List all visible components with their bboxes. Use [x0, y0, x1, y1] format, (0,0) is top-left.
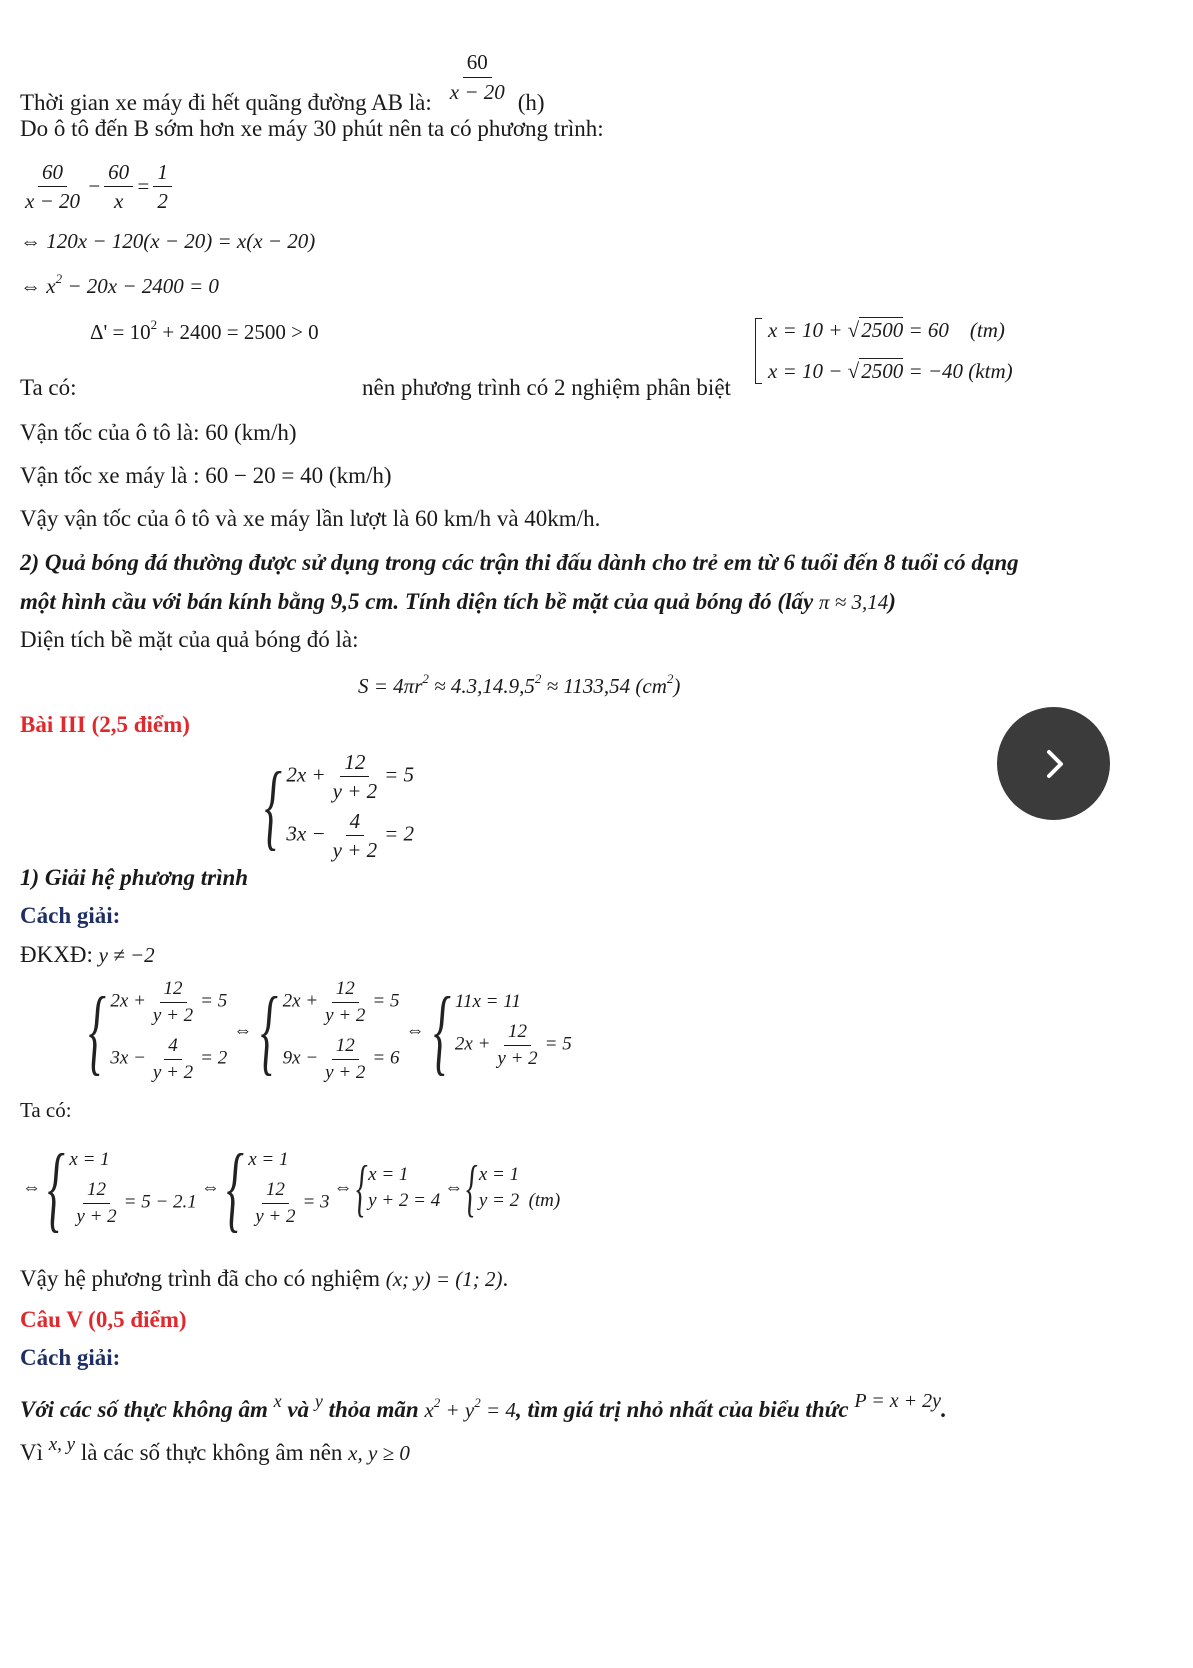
question-5	[20, 1390, 947, 1423]
expr: x = 10 + √	[768, 318, 860, 342]
note: (tm)	[969, 318, 1005, 342]
roots-system	[755, 318, 1013, 384]
system-f	[355, 1152, 441, 1223]
expr: + y	[440, 1398, 475, 1422]
expr: x	[424, 1398, 434, 1422]
next-button[interactable]	[997, 707, 1110, 820]
brace: {	[260, 976, 279, 1084]
system-row	[110, 1035, 227, 1084]
denominator: 2	[157, 189, 168, 214]
equation-step-2: ⇔ 120x − 120(x − 20) = x(x − 20)	[20, 229, 316, 253]
solution-conclusion	[20, 1266, 508, 1292]
expr: = 5 − 2.1	[123, 1191, 197, 1213]
text: , tìm giá trị nhỏ nhất của biểu thức	[515, 1397, 849, 1422]
system-row: x = 1	[478, 1164, 520, 1185]
expr: = 5	[372, 990, 400, 1012]
unit: (cm	[635, 674, 667, 698]
root-2	[768, 359, 1013, 384]
expr: y ≠ −2	[98, 943, 155, 967]
line-equation-intro: Do ô tô đến B sớm hơn xe máy 30 phút nên ta có phương trình:	[20, 116, 604, 141]
fraction	[104, 160, 133, 213]
question-1-label: 1) Giải hệ phương trình	[20, 865, 249, 890]
expr: 2x +	[110, 990, 146, 1012]
fraction	[153, 160, 172, 213]
denominator: y + 2	[152, 1004, 194, 1026]
unit: (h)	[517, 90, 545, 115]
expr: S = 4πr	[358, 674, 423, 698]
system-row	[110, 978, 227, 1027]
expr: = 4	[480, 1398, 516, 1422]
expr: = 6	[372, 1047, 400, 1069]
expr: 3x −	[286, 821, 326, 846]
area-formula	[358, 671, 680, 699]
expr: 9x −	[282, 1047, 319, 1069]
system-row	[286, 809, 414, 862]
expr: = 5	[200, 990, 228, 1012]
brace: {	[47, 1134, 65, 1241]
system-row: x = 1	[248, 1148, 289, 1170]
brace: {	[226, 1134, 244, 1241]
expr: 2x +	[282, 990, 319, 1012]
denominator: y + 2	[325, 1061, 366, 1083]
denominator: x − 20	[449, 79, 505, 104]
line-travel-time	[20, 38, 545, 116]
expr: P = x + 2y	[854, 1390, 941, 1412]
brace: {	[264, 752, 282, 860]
iff-symbol: ⇔	[233, 1019, 253, 1041]
system-b	[258, 978, 399, 1083]
text: thỏa mãn	[328, 1397, 419, 1422]
system-a	[86, 978, 227, 1083]
roots-intro: nên phương trình có 2 nghiệm phân biệt	[362, 375, 731, 400]
text: .	[940, 1397, 947, 1422]
bracket	[755, 318, 762, 384]
expr: (x; y) = (1; 2)	[385, 1267, 503, 1291]
expr: 2x +	[286, 762, 326, 787]
expr: Δ' = 10	[90, 320, 151, 344]
denominator: y + 2	[152, 1061, 194, 1083]
unit: )	[673, 674, 681, 698]
brace: {	[355, 1152, 368, 1223]
root-1	[768, 318, 1013, 343]
speed-conclusion: Vậy vận tốc của ô tô và xe máy lần lượt là 60 km/h và 40km/h.	[20, 506, 601, 531]
system-row	[283, 1035, 400, 1084]
expr: − 20x − 2400 = 0	[62, 274, 219, 298]
system-d	[45, 1134, 197, 1241]
dkxd	[20, 942, 155, 968]
iff-symbol: ⇔	[22, 1177, 41, 1198]
operator: −	[87, 174, 102, 199]
cach-giai-heading: Cách giải:	[20, 903, 121, 928]
expr: = 3	[302, 1191, 330, 1213]
denominator: y + 2	[497, 1048, 538, 1070]
numerator: 1	[153, 160, 172, 187]
numerator: 60	[104, 160, 133, 187]
note: (ktm)	[968, 359, 1013, 383]
system-row	[69, 1179, 196, 1228]
text: Vì	[20, 1440, 43, 1465]
text: Với các số thực không âm	[20, 1397, 268, 1422]
system-main	[262, 750, 414, 863]
text: và	[287, 1397, 310, 1422]
numerator: 4	[164, 1035, 182, 1060]
numerator: 12	[504, 1021, 531, 1046]
exponent: 2	[666, 671, 674, 686]
denominator: y + 2	[332, 838, 378, 863]
system-row	[455, 1021, 572, 1070]
numerator: 12	[332, 1035, 359, 1060]
expr: + 2400 = 2500 > 0	[157, 320, 319, 344]
numerator: 4	[346, 809, 365, 836]
iff-symbol: ⇔	[333, 1177, 353, 1198]
system-row	[248, 1179, 329, 1228]
denominator: x − 20	[25, 189, 80, 214]
numerator: 12	[83, 1179, 110, 1204]
numerator: 12	[332, 978, 359, 1003]
system-row: y + 2 = 4	[368, 1190, 441, 1211]
area-intro: Diện tích bề mặt của quả bóng đó là:	[20, 627, 359, 652]
expr: = 5	[384, 762, 415, 787]
equation-fractions	[18, 160, 175, 213]
text: Vậy hệ phương trình đã cho có nghiệm	[20, 1266, 380, 1291]
expr: = 2	[200, 1047, 228, 1069]
question-2-line-2	[20, 589, 896, 615]
exponent: 2	[474, 1395, 481, 1410]
brace: {	[433, 976, 451, 1084]
sqrt: 2500	[861, 359, 904, 383]
expr: x, y	[48, 1434, 76, 1455]
brace: {	[466, 1152, 478, 1223]
numerator: 60	[38, 160, 67, 187]
car-speed: Vận tốc của ô tô là: 60 (km/h)	[20, 420, 297, 445]
text: )	[888, 589, 896, 614]
expr: ≈ 1133,54	[541, 674, 631, 698]
system-row: x = 1	[368, 1164, 409, 1185]
pi-approx: π ≈ 3,14	[818, 590, 889, 614]
expr: 3x −	[110, 1047, 146, 1069]
iff-symbol: ⇔	[444, 1177, 464, 1198]
system-row: 11x = 11	[454, 991, 521, 1013]
system-row	[286, 750, 414, 803]
section-bai-3: Bài III (2,5 điểm)	[20, 712, 190, 737]
sqrt: 2500	[861, 318, 904, 342]
discriminant	[90, 317, 319, 345]
travel-time-text: Thời gian xe máy đi hết quãng đường AB là:	[20, 90, 432, 115]
numerator: 12	[340, 750, 369, 777]
expr: = 2	[384, 821, 415, 846]
label: ĐKXĐ:	[20, 942, 93, 967]
ta-co-label: Ta có:	[20, 375, 77, 400]
expr: ⇔ x	[20, 274, 56, 298]
text: .	[502, 1266, 509, 1291]
section-cau-5: Câu V (0,5 điểm)	[20, 1307, 187, 1332]
expr: 2x +	[454, 1034, 491, 1056]
question-2-line-1: 2) Quả bóng đá thường được sử dụng trong các trận thi đấu dành cho trẻ em từ 6 tuổi đến 8 tuổi có dạng	[20, 550, 1019, 575]
expr: = 5	[544, 1034, 572, 1056]
equation-step-3	[20, 271, 219, 299]
exponent: 2	[433, 1395, 441, 1410]
denominator: y + 2	[76, 1205, 117, 1227]
expr: x, y ≥ 0	[348, 1441, 410, 1465]
iff-symbol: ⇔	[200, 1177, 220, 1198]
text: một hình cầu với bán kính bằng 9,5 cm. Tính diện tích bề mặt của quả bóng đó (lấy	[20, 589, 814, 614]
bike-speed: Vận tốc xe máy là : 60 − 20 = 40 (km/h)	[20, 463, 392, 488]
exponent: 2	[55, 271, 63, 286]
exponent: 2	[150, 317, 158, 332]
denominator: y + 2	[325, 1004, 366, 1026]
chevron-right-icon	[1034, 744, 1074, 784]
var: y	[314, 1391, 323, 1411]
system-row: x = 1	[69, 1148, 110, 1170]
numerator: 12	[262, 1179, 289, 1204]
exponent: 2	[534, 671, 542, 686]
expr: = 60	[903, 318, 949, 342]
expr: ≈ 4.3,14.9,5	[428, 674, 535, 698]
exponent: 2	[422, 671, 429, 686]
denominator: y + 2	[255, 1205, 296, 1227]
system-row	[283, 978, 400, 1027]
denominator: x	[114, 189, 124, 214]
var: x	[273, 1391, 282, 1411]
operator: =	[136, 174, 151, 199]
systems-row-1	[86, 978, 572, 1083]
ta-co-2: Ta có:	[20, 1098, 72, 1122]
expr: x = 10 − √	[768, 359, 860, 383]
last-line	[20, 1434, 410, 1466]
text: là các số thực không âm nên	[80, 1440, 343, 1465]
fraction	[21, 160, 84, 213]
fraction	[446, 50, 509, 103]
system-row: y = 2 (tm)	[478, 1190, 561, 1211]
cach-giai-heading-2: Cách giải:	[20, 1345, 121, 1370]
iff-symbol: ⇔	[405, 1019, 425, 1041]
system-g	[466, 1152, 561, 1223]
systems-row-2	[22, 1134, 561, 1241]
expr: = −40	[903, 359, 964, 383]
brace: {	[88, 976, 106, 1084]
system-c	[431, 976, 572, 1084]
numerator: 12	[160, 978, 187, 1003]
numerator: 60	[463, 50, 492, 77]
denominator: y + 2	[332, 779, 378, 804]
system-e	[224, 1134, 330, 1241]
